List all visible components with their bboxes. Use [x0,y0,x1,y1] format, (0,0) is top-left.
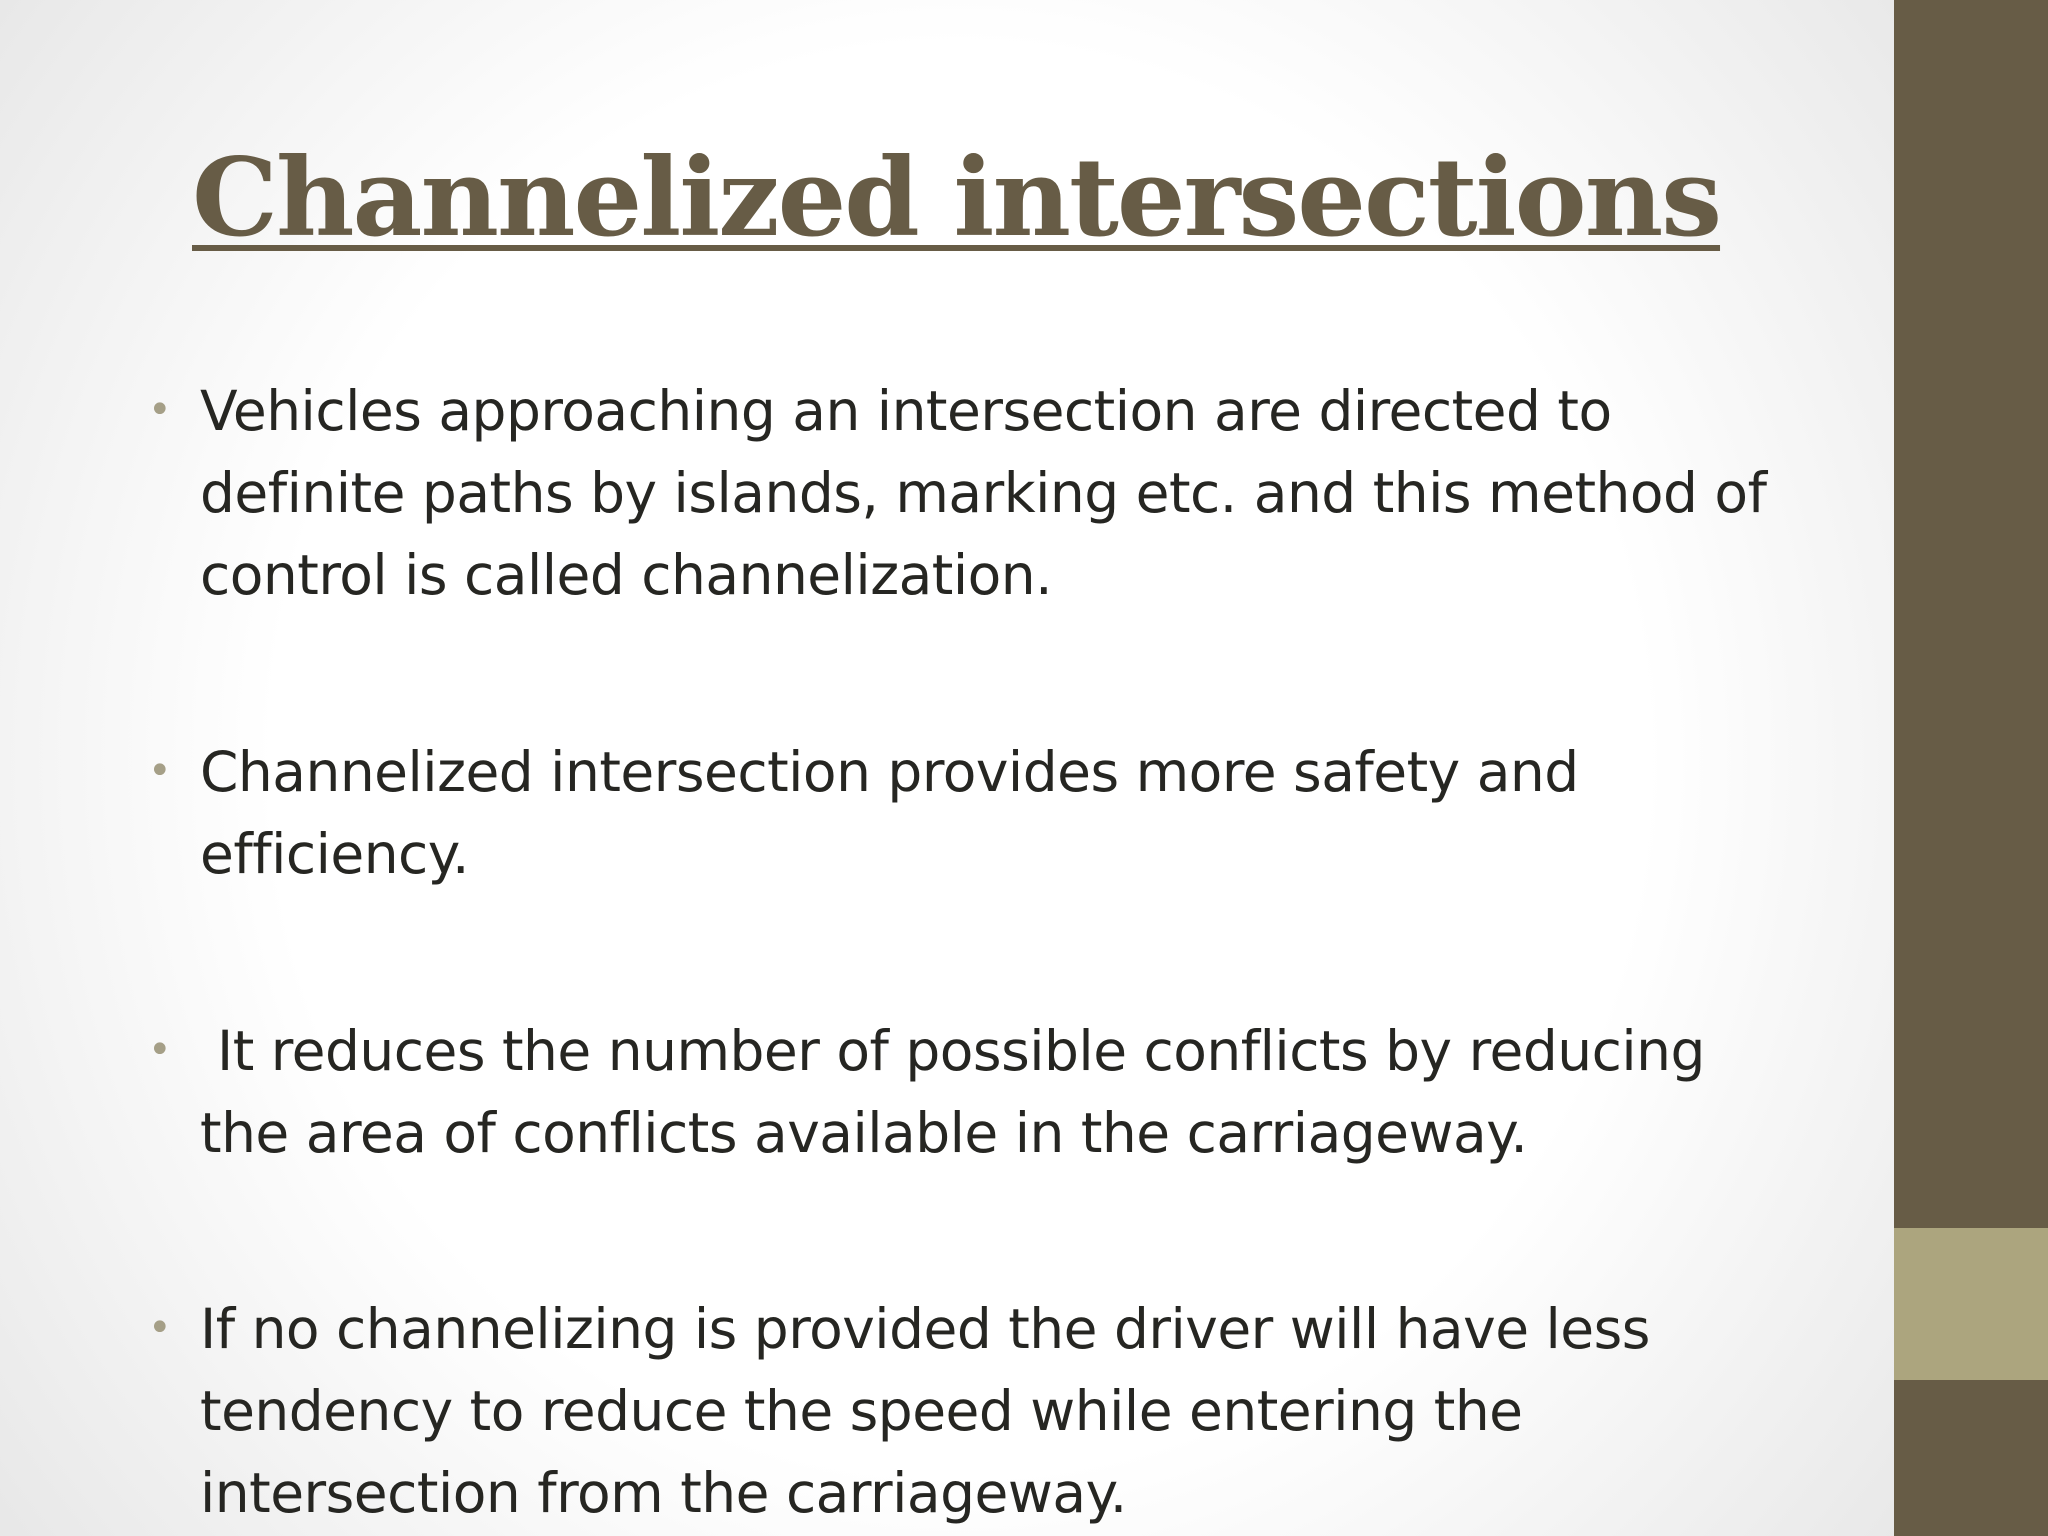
bullet-dot-icon: • [148,1027,172,1073]
bullet-dot-icon: • [148,748,172,794]
bullet-text: Channelized intersection provides more safety and efficiency. [200,740,1579,886]
bullet-dot-icon: • [148,387,172,433]
bullet-dot-icon: • [148,1305,172,1351]
bullet-text: If no channelizing is provided the driver will have less tendency to reduce the speed while entering the intersection from the carriageway. [200,1297,1650,1525]
side-decoration-accent [1894,1228,2048,1380]
bullet-text: It reduces the number of possible conflicts by reducing the area of conflicts available in the carriageway. [200,1019,1722,1165]
bullet-text: Vehicles approaching an intersection are directed to definite paths by islands, marking etc. and this method of control is called channelization. [200,379,1767,607]
slide-title: Channelized intersections [192,135,1721,261]
